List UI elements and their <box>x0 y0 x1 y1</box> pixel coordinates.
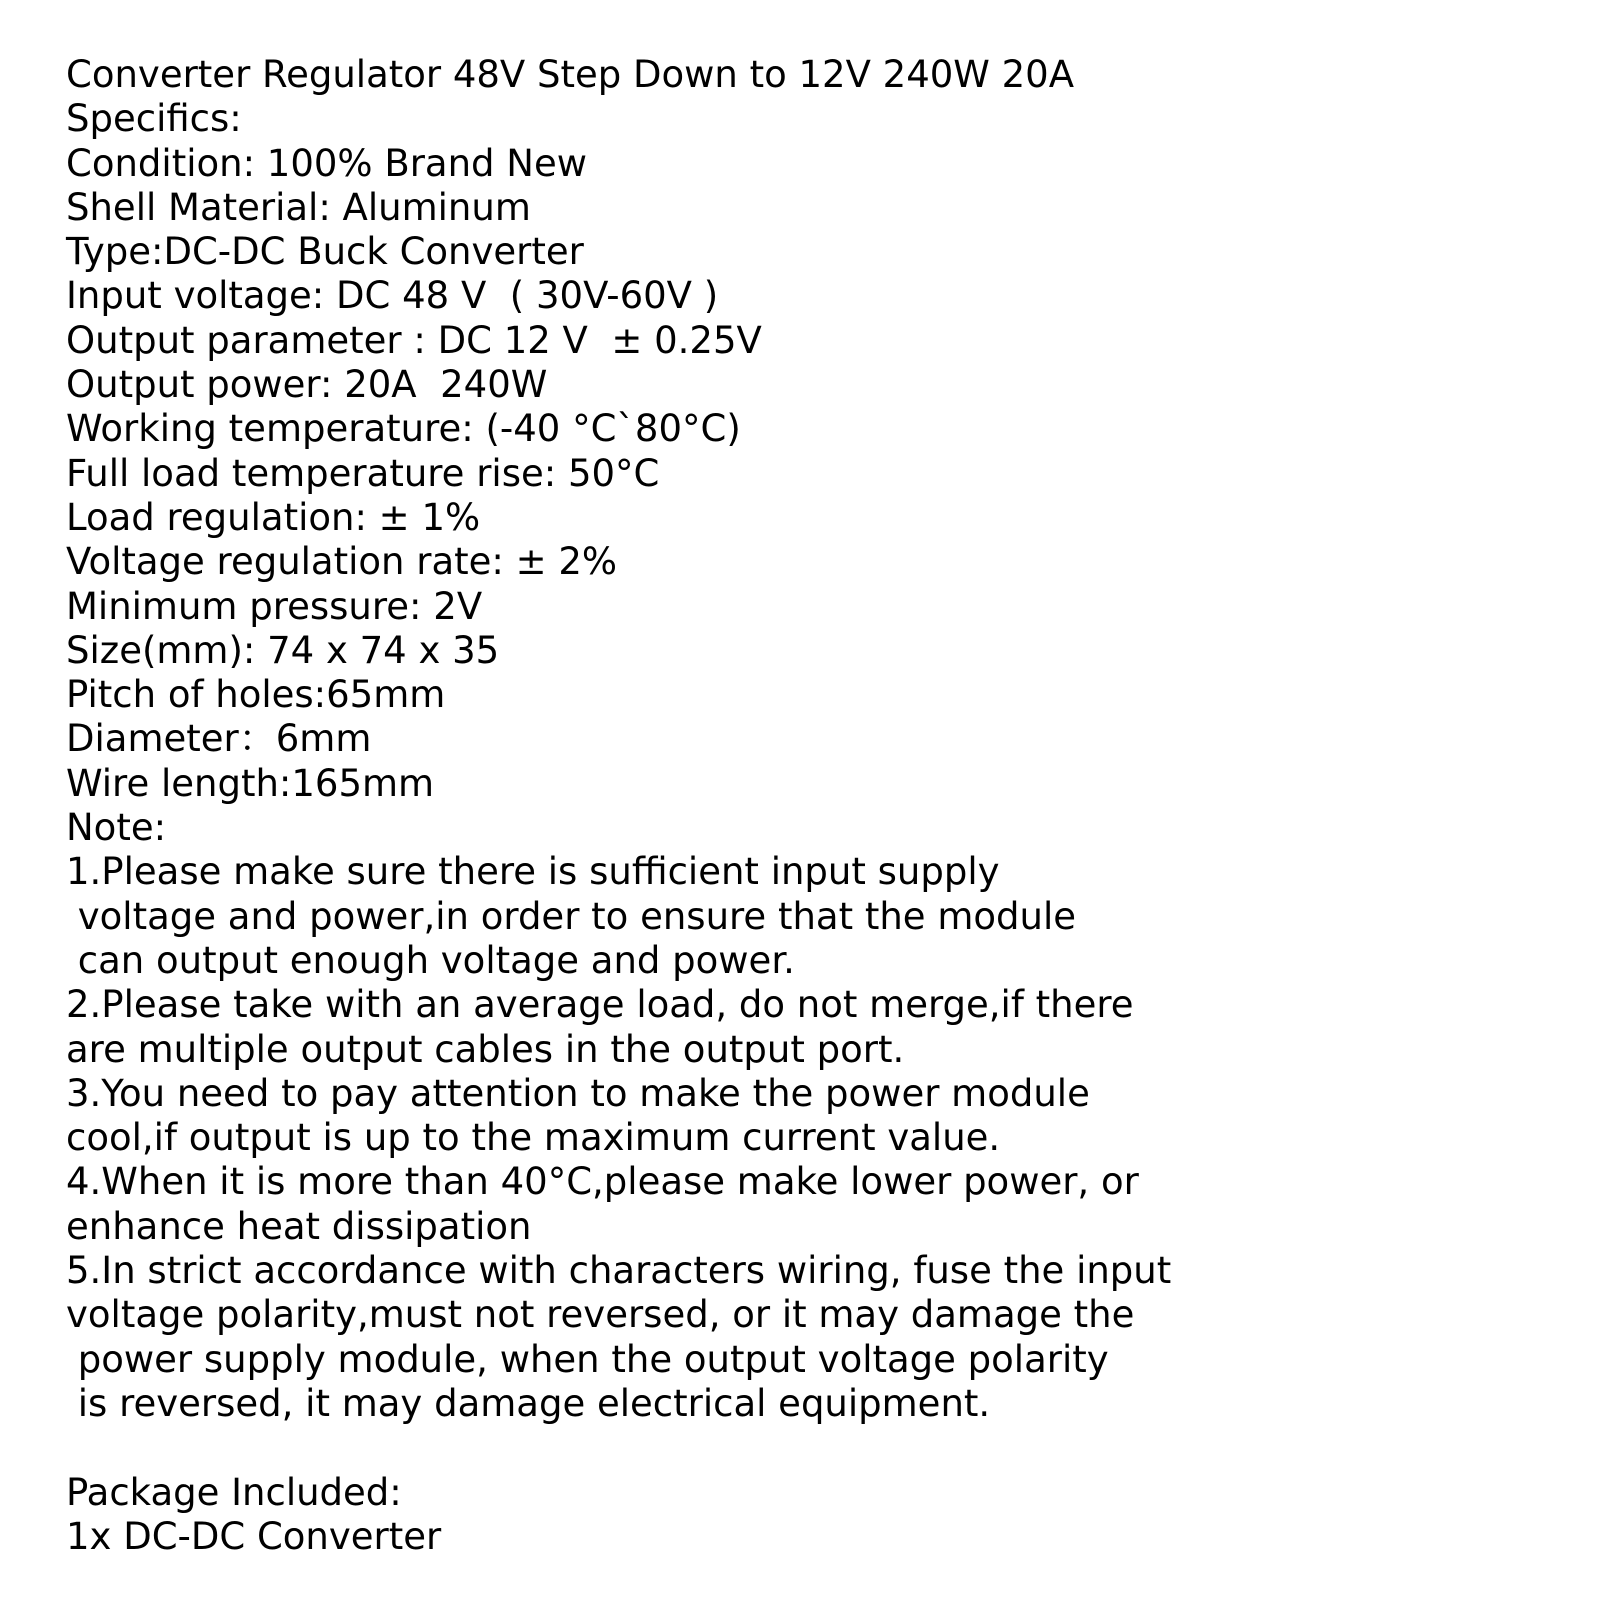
spec-working-temperature: Working temperature: (-40 °C`80°C) <box>66 407 741 451</box>
note-line: voltage and power,in order to ensure that the module <box>66 894 1076 938</box>
package-heading: Package Included: <box>66 1470 402 1514</box>
note-line: are multiple output cables in the output port. <box>66 1027 905 1071</box>
spec-wire-length: Wire length:165mm <box>66 761 435 805</box>
spec-type: Type:DC-DC Buck Converter <box>66 230 584 274</box>
note-line: cool,if output is up to the maximum current value. <box>66 1116 1001 1160</box>
spec-output-power: Output power: 20A 240W <box>66 363 548 407</box>
note-line: 1.Please make sure there is sufficient input supply <box>66 850 1000 894</box>
spec-shell-material: Shell Material: Aluminum <box>66 185 531 229</box>
spec-pitch-of-holes: Pitch of holes:65mm <box>66 673 446 717</box>
spec-condition: Condition: 100% Brand New <box>66 141 587 185</box>
spec-output-parameter: Output parameter : DC 12 V ± 0.25V <box>66 318 762 362</box>
spec-size: Size(mm): 74 x 74 x 35 <box>66 628 500 672</box>
spec-voltage-regulation: Voltage regulation rate: ± 2% <box>66 540 618 584</box>
note-line: 4.When it is more than 40°C,please make lower power, or <box>66 1160 1139 1204</box>
package-item: 1x DC-DC Converter <box>66 1514 442 1558</box>
note-line: 3.You need to pay attention to make the power module <box>66 1071 1090 1115</box>
blank-line <box>66 1426 1566 1470</box>
note-line: enhance heat dissipation <box>66 1204 532 1248</box>
note-list <box>66 850 1566 1426</box>
product-description <box>66 53 1566 1559</box>
note-line: power supply module, when the output voltage polarity <box>66 1337 1109 1381</box>
specifics-heading: Specifics: <box>66 97 242 141</box>
spec-load-regulation: Load regulation: ± 1% <box>66 495 481 539</box>
spec-temperature-rise: Full load temperature rise: 50°C <box>66 451 660 495</box>
note-line: voltage polarity,must not reversed, or it may damage the <box>66 1293 1135 1337</box>
spec-diameter: Diameter：6mm <box>66 717 372 761</box>
note-line: 5.In strict accordance with characters wiring, fuse the input <box>66 1249 1172 1293</box>
spec-list <box>66 142 1566 806</box>
note-line: is reversed, it may damage electrical equipment. <box>66 1381 991 1425</box>
note-line: can output enough voltage and power. <box>66 938 795 982</box>
product-title: Converter Regulator 48V Step Down to 12V 240W 20A <box>66 53 1075 96</box>
spec-input-voltage: Input voltage: DC 48 V ( 30V-60V ) <box>66 274 719 318</box>
spec-minimum-pressure: Minimum pressure: 2V <box>66 584 483 628</box>
note-line: 2.Please take with an average load, do not merge,if there <box>66 983 1134 1027</box>
package-list <box>66 1515 1566 1559</box>
note-heading: Note: <box>66 806 167 850</box>
